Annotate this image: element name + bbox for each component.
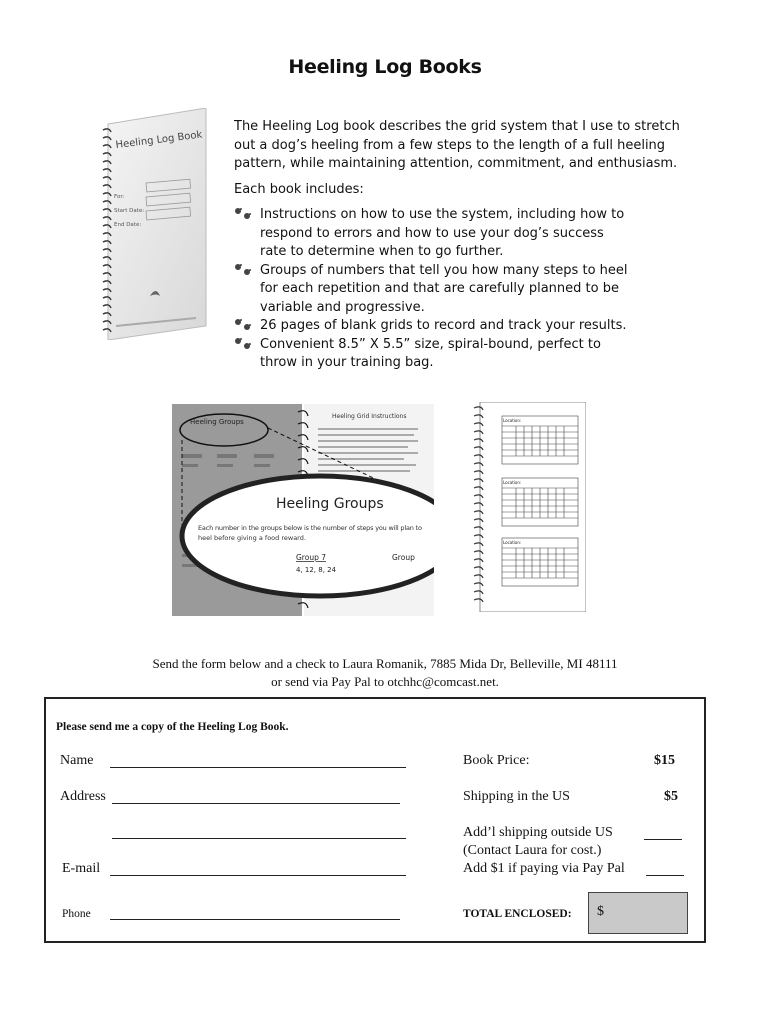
phone-field[interactable] [110,919,400,920]
includes-label: Each book includes: [234,182,364,197]
zoom-group2: Group [392,553,415,562]
shipping-price-value: $5 [664,789,678,804]
send-instructions-line2: or send via Pay Pal to otchhc@comcast.net. [271,674,499,689]
shipping-label: Shipping in the US [463,789,570,804]
blank-grid-pages-image [472,402,586,612]
svg-text:heel before giving a food rewa: heel before giving a food reward. [198,534,306,542]
email-field[interactable] [110,875,406,876]
feature-text: Convenient 8.5” X 5.5” size, spiral-bound, perfect to throw in your training bag. [260,336,601,370]
feature-text: Instructions on how to use the system, including how to respond to errors and how to use your dog’s success rate to determine when to go further. [260,207,625,259]
zoom-heading: Heeling Groups [276,496,384,512]
contact-note: (Contact Laura for cost.) [463,843,602,858]
email-label: E-mail [62,861,101,876]
list-item [234,336,634,373]
svg-text:Location:: Location: [503,480,522,485]
paw-icon [234,207,254,221]
zoom-text: Each number in the groups below is the number of steps you will plan to [198,524,422,532]
address-field-line1[interactable] [112,803,400,804]
list-item [234,206,634,262]
total-label: TOTAL ENCLOSED: [463,908,572,920]
svg-text:Location:: Location: [503,540,522,545]
name-label: Name [60,753,94,768]
zoom-values: 4, 12, 8, 24 [296,566,337,574]
book-price-value: $15 [654,753,675,768]
send-instructions-line1: Send the form below and a check to Laura Romanik, 7885 Mida Dr, Belleville, MI 48111 [152,656,618,671]
paypal-fee-field[interactable] [646,875,684,876]
address-label: Address [60,789,106,804]
order-form [44,697,706,943]
book-price-label: Book Price: [463,753,530,768]
features-list [234,206,634,373]
paw-icon [234,337,254,351]
dollar-sign: $ [597,904,604,919]
paypal-fee-label: Add $1 if paying via Pay Pal [463,861,625,876]
address-field-line2[interactable] [112,838,406,839]
phone-label: Phone [62,908,91,920]
book-cover-image [100,108,208,340]
cover-field-start: Start Date: [114,208,145,214]
paw-icon [234,263,254,277]
paw-icon [234,318,254,332]
intro-paragraph: The Heeling Log book describes the grid system that I use to stretch out a dog’s heeling from a few steps to the length of a full heeling pattern, while maintaining attention, commitment, and enthusiasm. [234,119,680,171]
addl-shipping-label: Add’l shipping outside US [463,825,613,840]
form-heading: Please send me a copy of the Heeling Log Book. [56,721,289,733]
addl-shipping-field[interactable] [644,839,682,840]
list-item [234,262,634,318]
cover-field-for: For: [114,194,125,200]
feature-text: Groups of numbers that tell you how many steps to heel for each repetition and that are carefully planned to be variable and progressive. [260,262,628,315]
name-field[interactable] [110,767,406,768]
grid-location-label: Location: [503,418,522,423]
total-field[interactable] [588,892,688,934]
page-title: Heeling Log Books [288,56,482,78]
zoom-group: Group 7 [296,553,326,562]
feature-text: 26 pages of blank grids to record and track your results. [260,318,627,333]
right-page-heading: Heeling Grid Instructions [332,413,407,420]
book-interior-image [172,404,434,616]
cover-title: Heeling Log Book [115,129,203,151]
list-item [234,317,634,336]
cover-field-end: End Date: [114,222,142,228]
left-page-heading: Heeling Groups [190,418,244,426]
